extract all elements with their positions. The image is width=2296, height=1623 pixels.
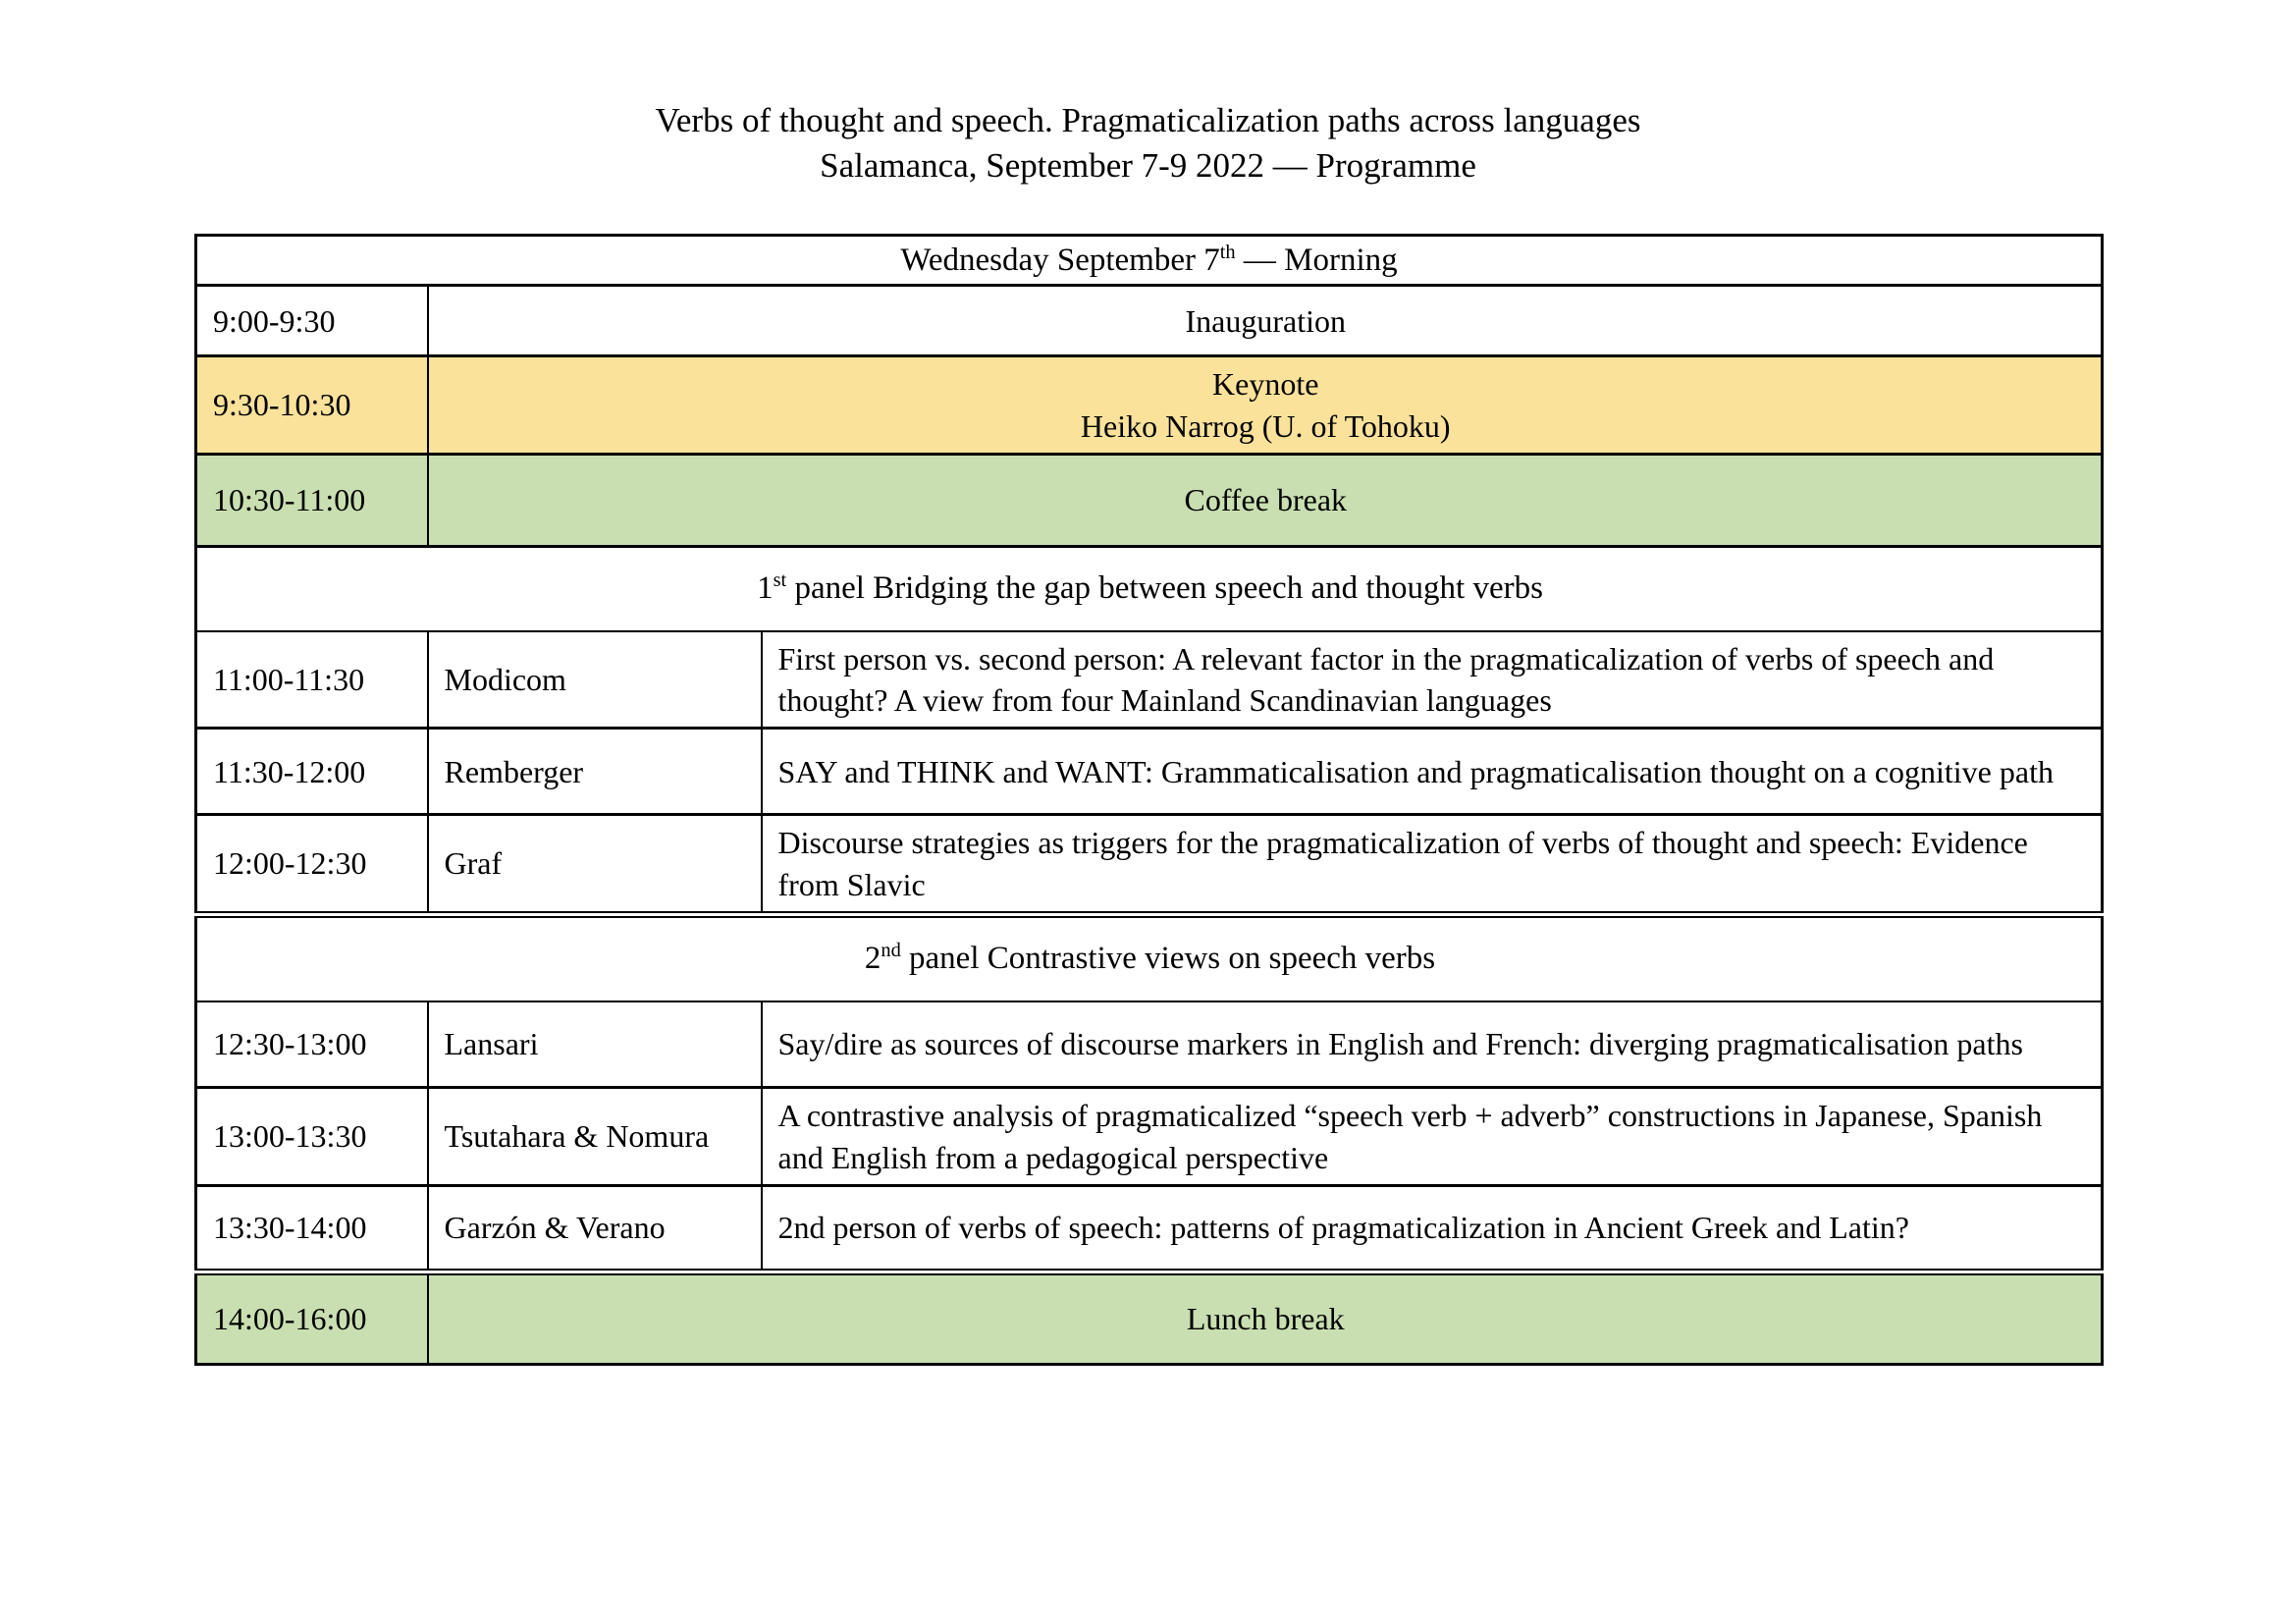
speaker-cell: Tsutahara & Nomura [428, 1088, 762, 1185]
talk-title-cell: SAY and THINK and WANT: Grammaticalisation and pragmaticalisation thought on a cognitive path [762, 729, 2103, 815]
time-cell: 9:30-10:30 [213, 387, 351, 423]
day-header-ordinal: th [1219, 241, 1236, 263]
panel-ordinal: nd [881, 940, 901, 961]
time-cell: 11:30-12:00 [213, 753, 366, 789]
keynote-speaker: Heiko Narrog (U. of Tohoku) [1080, 407, 1451, 444]
row-talk-graf [196, 815, 2103, 914]
speaker-cell: Graf [428, 815, 762, 914]
time-cell: 13:30-14:00 [213, 1210, 367, 1246]
row-panel-2 [196, 914, 2103, 1001]
time-cell: 11:00-11:30 [213, 661, 365, 697]
time-cell: 14:00-16:00 [213, 1301, 367, 1337]
talk-title-cell: Discourse strategies as triggers for the pragmaticalization of verbs of thought and speech: Evidence from Slavic [762, 815, 2103, 914]
event-cell: Coffee break [428, 454, 2103, 546]
time-cell: 12:30-13:00 [213, 1026, 367, 1062]
row-lunch-break [196, 1271, 2103, 1364]
row-talk-remberger [196, 729, 2103, 815]
row-talk-lansari [196, 1001, 2103, 1088]
day-header-row [196, 236, 2103, 286]
panel-ordinal: st [773, 569, 787, 592]
talk-title-cell: Say/dire as sources of discourse markers in English and French: diverging pragmaticalisation paths [762, 1001, 2103, 1088]
programme-table [194, 234, 2104, 1365]
speaker-cell: Remberger [428, 729, 762, 815]
row-talk-garzon-verano [196, 1185, 2103, 1271]
row-talk-tsutahara-nomura [196, 1088, 2103, 1185]
time-cell: 10:30-11:00 [213, 482, 366, 518]
panel-title: panel Bridging the gap between speech and thought verbs [786, 570, 1543, 607]
document-title-line2: Salamanca, September 7-9 2022 — Programme [820, 146, 1476, 186]
time-cell: 13:00-13:30 [213, 1118, 367, 1155]
speaker-cell: Modicom [428, 631, 762, 729]
event-cell: Lunch break [428, 1271, 2103, 1364]
time-cell: 9:00-9:30 [213, 302, 336, 339]
row-panel-1 [196, 546, 2103, 631]
time-cell: 12:00-12:30 [213, 845, 367, 882]
panel-title: panel Contrastive views on speech verbs [900, 941, 1436, 976]
day-header-text: Wednesday September 7 [900, 242, 1220, 278]
panel-header-cell [196, 914, 2103, 1001]
row-coffee-break [196, 454, 2103, 546]
day-header-suffix: — Morning [1235, 242, 1398, 278]
speaker-cell: Garzón & Verano [428, 1185, 762, 1271]
row-talk-modicom [196, 631, 2103, 729]
document-title-line1: Verbs of thought and speech. Pragmaticalization paths across languages [655, 101, 1641, 139]
talk-title-cell: A contrastive analysis of pragmaticalized “speech verb + adverb” constructions in Japanese, Spanish and English from a pedagogical perspective [762, 1088, 2103, 1185]
panel-number: 2 [864, 941, 881, 976]
panel-number: 1 [757, 570, 774, 607]
row-keynote [196, 356, 2103, 454]
event-cell [428, 356, 2103, 454]
day-header-cell [196, 236, 2103, 286]
event-cell: Inauguration [428, 286, 2103, 356]
talk-title-cell: 2nd person of verbs of speech: patterns of pragmaticalization in Ancient Greek and Latin? [762, 1185, 2103, 1271]
talk-title-cell: First person vs. second person: A relevant factor in the pragmaticalization of verbs of speech and thought? A view from four Mainland Scandinavian languages [762, 631, 2103, 729]
keynote-label: Keynote [1212, 366, 1319, 403]
panel-header-cell [196, 546, 2103, 631]
row-inauguration [196, 286, 2103, 356]
document-title [0, 0, 2296, 189]
speaker-cell: Lansari [428, 1001, 762, 1088]
